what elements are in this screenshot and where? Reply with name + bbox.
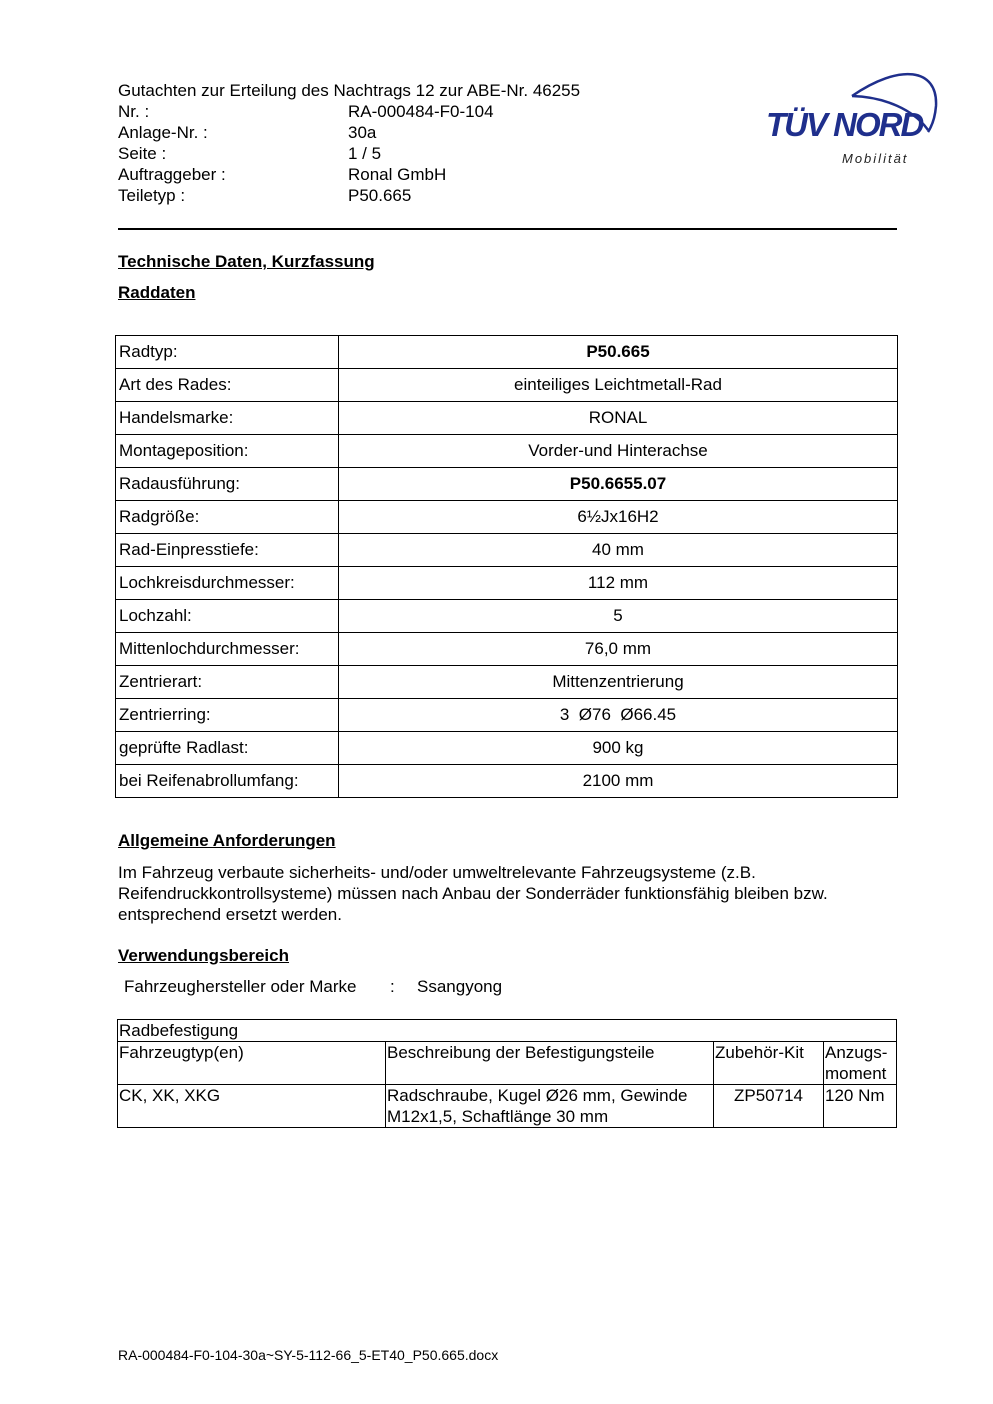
section-title-raddaten: Raddaten — [118, 283, 196, 302]
row-value: 5 — [339, 600, 898, 633]
table-cell: CK, XK, XKG — [118, 1085, 386, 1128]
section-title-allgemein: Allgemeine Anforderungen — [118, 831, 336, 850]
header-value: 30a — [348, 123, 377, 142]
header-label: Seite : — [118, 144, 167, 163]
table-title: Radbefestigung — [118, 1020, 897, 1042]
row-label: Zentrierring: — [116, 699, 339, 732]
header-row-seite — [118, 143, 580, 164]
table-row — [116, 402, 898, 435]
row-label: Rad-Einpresstiefe: — [116, 534, 339, 567]
row-value: 112 mm — [339, 567, 898, 600]
table-row — [116, 666, 898, 699]
row-label: Handelsmarke: — [116, 402, 339, 435]
header-divider — [118, 228, 897, 230]
logo-brand: TÜV NORD — [766, 106, 923, 143]
footer-filename: RA-000484-F0-104-30a~SY-5-112-66_5-ET40_P50.665.docx — [118, 1347, 499, 1363]
table-row — [118, 1085, 897, 1128]
table-cell: ZP50714 — [714, 1085, 824, 1128]
manufacturer-separator: : — [390, 977, 395, 996]
row-label: geprüfte Radlast: — [116, 732, 339, 765]
row-value: 900 kg — [339, 732, 898, 765]
header-row-auftraggeber — [118, 164, 580, 185]
header-row-nr — [118, 101, 580, 122]
row-label: Mittenlochdurchmesser: — [116, 633, 339, 666]
row-value: RONAL — [339, 402, 898, 435]
row-label: bei Reifenabrollumfang: — [116, 765, 339, 798]
row-value: P50.665 — [339, 336, 898, 369]
table-row — [116, 633, 898, 666]
row-value: 40 mm — [339, 534, 898, 567]
row-label: Montageposition: — [116, 435, 339, 468]
row-label: Lochkreisdurchmesser: — [116, 567, 339, 600]
fixing-table — [117, 1019, 897, 1128]
table-row — [116, 765, 898, 798]
header-row-teiletyp — [118, 185, 580, 206]
table-row — [116, 336, 898, 369]
row-label: Zentrierart: — [116, 666, 339, 699]
row-value: 2100 mm — [339, 765, 898, 798]
row-value: Vorder-und Hinterachse — [339, 435, 898, 468]
row-label: Lochzahl: — [116, 600, 339, 633]
table-row — [116, 732, 898, 765]
manufacturer-value: Ssangyong — [417, 977, 503, 996]
row-label: Radausführung: — [116, 468, 339, 501]
row-value: einteiliges Leichtmetall-Rad — [339, 369, 898, 402]
logo-subtitle: Mobilität — [842, 151, 909, 166]
row-value: P50.6655.07 — [339, 468, 898, 501]
row-value: 3 Ø76 Ø66.45 — [339, 699, 898, 732]
header-value: RA-000484-F0-104 — [348, 102, 494, 121]
table-cell: 120 Nm — [824, 1085, 897, 1128]
header-title: Gutachten zur Erteilung des Nachtrags 12 zur ABE-Nr. 46255 — [118, 81, 581, 100]
header-label: Auftraggeber : — [118, 165, 226, 184]
header-label: Nr. : — [118, 102, 150, 121]
row-value: Mittenzentrierung — [339, 666, 898, 699]
table-row — [116, 600, 898, 633]
header-value: P50.665 — [348, 186, 412, 205]
header-label: Teiletyp : — [118, 186, 186, 205]
table-row — [116, 501, 898, 534]
column-header: Fahrzeugtyp(en) — [118, 1042, 386, 1085]
table-header-row — [118, 1042, 897, 1085]
tuev-nord-logo — [760, 58, 945, 173]
header-label: Anlage-Nr. : — [118, 123, 208, 142]
manufacturer-line — [124, 977, 502, 997]
allgemein-paragraph: Im Fahrzeug verbaute sicherheits- und/oder umweltrelevante Fahrzeugsysteme (z.B. Reifendruckkontrollsysteme) müssen nach Anbau der Sonderräder funktionsfähig bleiben bzw. entsprechend ersetzt werden. — [118, 863, 828, 924]
row-value: 6½Jx16H2 — [339, 501, 898, 534]
column-header: Beschreibung der Befestigungsteile — [386, 1042, 714, 1085]
row-label: Radgröße: — [116, 501, 339, 534]
table-row — [116, 369, 898, 402]
row-value: 76,0 mm — [339, 633, 898, 666]
row-label: Radtyp: — [116, 336, 339, 369]
table-row — [116, 534, 898, 567]
column-header: Anzugs-moment — [824, 1042, 897, 1085]
row-label: Art des Rades: — [116, 369, 339, 402]
header-row-anlage — [118, 122, 580, 143]
table-row — [116, 567, 898, 600]
wheel-data-table — [115, 335, 898, 798]
manufacturer-label: Fahrzeughersteller oder Marke — [124, 977, 357, 996]
table-row — [116, 699, 898, 732]
section-title-tech: Technische Daten, Kurzfassung — [118, 252, 375, 271]
table-cell: Radschraube, Kugel Ø26 mm, Gewinde M12x1,5, Schaftlänge 30 mm — [386, 1085, 714, 1128]
header-value: 1 / 5 — [348, 144, 382, 163]
table-row — [116, 435, 898, 468]
column-header: Zubehör-Kit — [714, 1042, 824, 1085]
section-title-verwendung: Verwendungsbereich — [118, 946, 289, 965]
table-title-row — [118, 1020, 897, 1042]
document-header — [118, 80, 580, 206]
header-value: Ronal GmbH — [348, 165, 447, 184]
table-row — [116, 468, 898, 501]
